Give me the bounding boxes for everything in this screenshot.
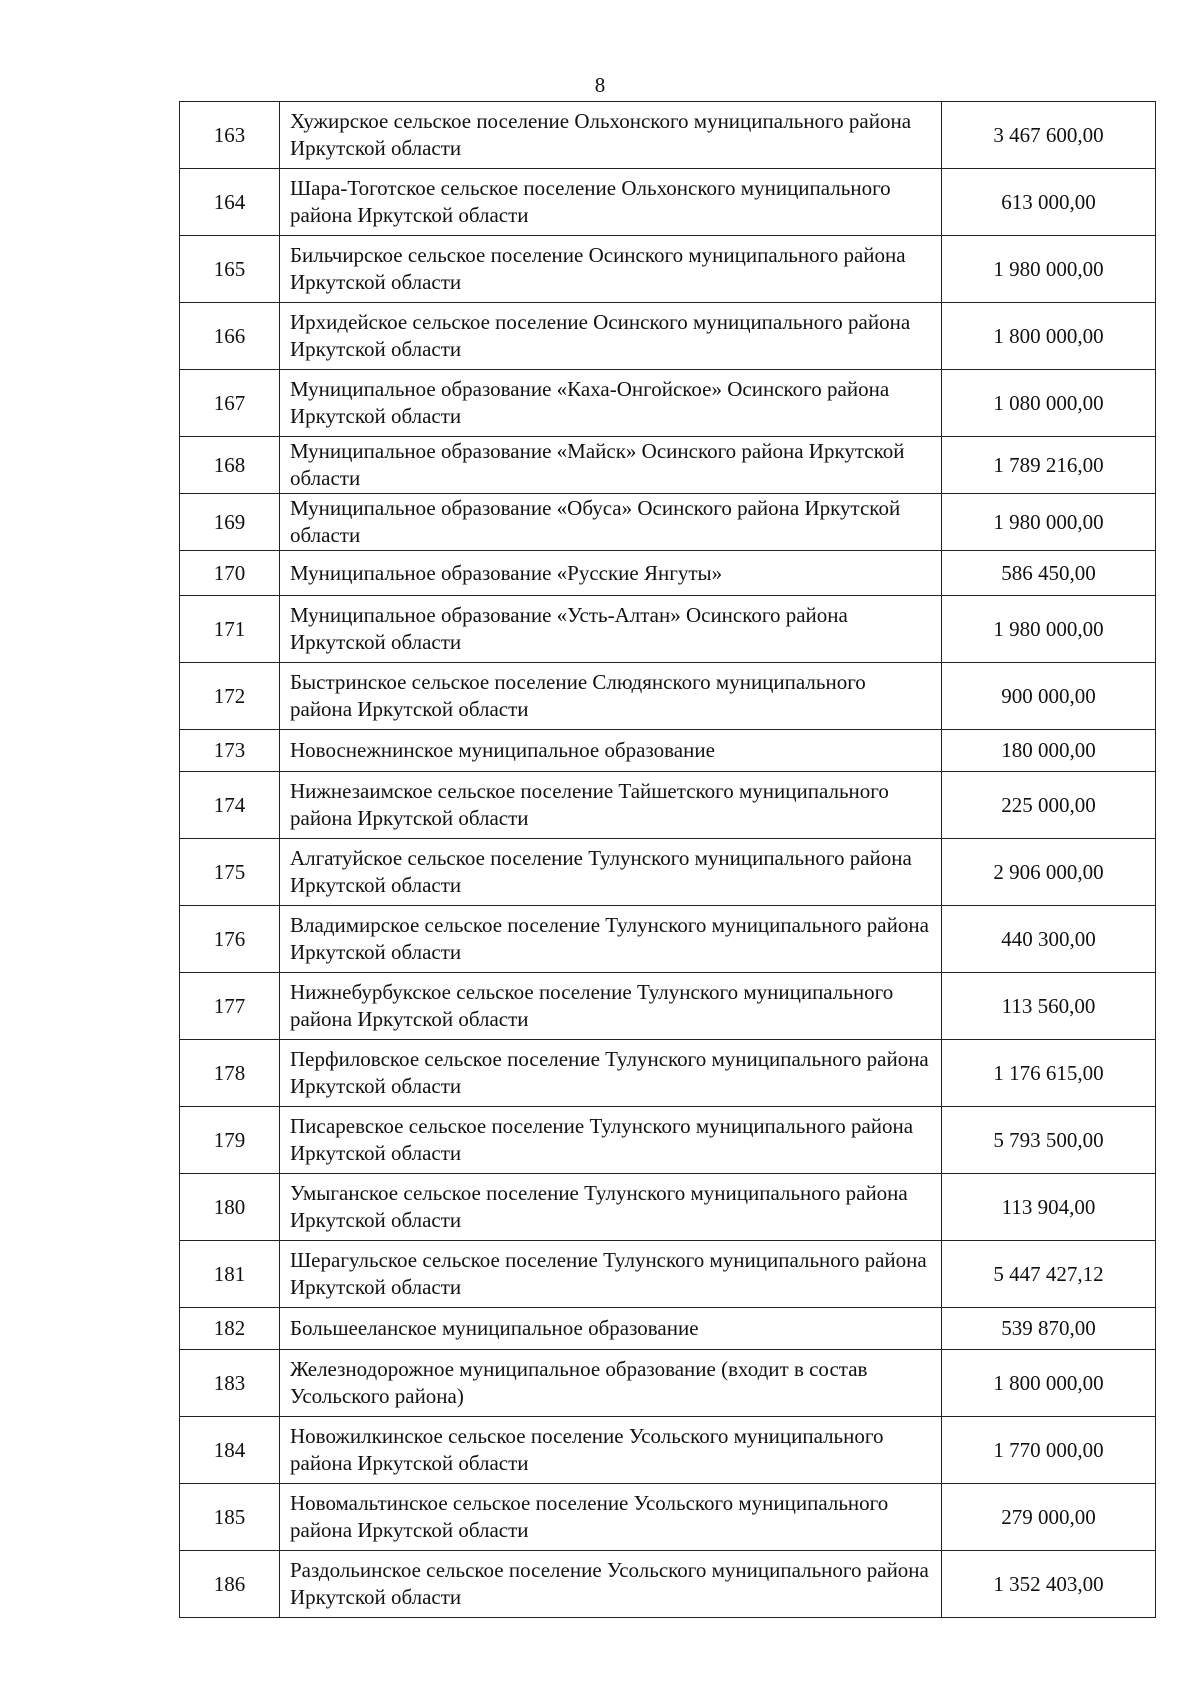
row-number: 171 (180, 596, 280, 663)
row-number: 184 (180, 1417, 280, 1484)
municipality-name: Нижнебурбукское сельское поселение Тулунского муниципального района Иркутской области (280, 973, 942, 1040)
amount-value: 3 467 600,00 (942, 102, 1156, 169)
table-row (180, 1174, 1156, 1241)
municipality-name: Перфиловское сельское поселение Тулунского муниципального района Иркутской области (280, 1040, 942, 1107)
table-row (180, 1107, 1156, 1174)
municipality-name: Алгатуйское сельское поселение Тулунского муниципального района Иркутской области (280, 839, 942, 906)
amount-value: 1 176 615,00 (942, 1040, 1156, 1107)
table-row (180, 437, 1156, 494)
table-row (180, 102, 1156, 169)
municipality-name: Новожилкинское сельское поселение Усольского муниципального района Иркутской области (280, 1417, 942, 1484)
amount-value: 1 080 000,00 (942, 370, 1156, 437)
row-number: 182 (180, 1308, 280, 1350)
table-row (180, 1417, 1156, 1484)
row-number: 166 (180, 303, 280, 370)
table-row (180, 169, 1156, 236)
municipality-name: Муниципальное образование «Усть-Алтан» Осинского района Иркутской области (280, 596, 942, 663)
table-row (180, 303, 1156, 370)
table-row (180, 839, 1156, 906)
municipality-name: Большееланское муниципальное образование (280, 1308, 942, 1350)
table-row (180, 1551, 1156, 1618)
municipality-table (179, 101, 1156, 1618)
row-number: 163 (180, 102, 280, 169)
table-body (180, 102, 1156, 1618)
municipality-name: Бильчирское сельское поселение Осинского муниципального района Иркутской области (280, 236, 942, 303)
amount-value: 1 352 403,00 (942, 1551, 1156, 1618)
municipality-name: Муниципальное образование «Русские Янгуты» (280, 551, 942, 596)
row-number: 173 (180, 730, 280, 772)
row-number: 175 (180, 839, 280, 906)
municipality-name: Нижнезаимское сельское поселение Тайшетского муниципального района Иркутской области (280, 772, 942, 839)
amount-value: 1 800 000,00 (942, 303, 1156, 370)
row-number: 180 (180, 1174, 280, 1241)
row-number: 176 (180, 906, 280, 973)
table-row (180, 663, 1156, 730)
page-number: 8 (594, 73, 606, 97)
row-number: 165 (180, 236, 280, 303)
table-row (180, 370, 1156, 437)
amount-value: 2 906 000,00 (942, 839, 1156, 906)
municipality-name: Хужирское сельское поселение Ольхонского муниципального района Иркутской области (280, 102, 942, 169)
row-number: 185 (180, 1484, 280, 1551)
table-row (180, 1308, 1156, 1350)
row-number: 167 (180, 370, 280, 437)
amount-value: 180 000,00 (942, 730, 1156, 772)
municipality-name: Новомальтинское сельское поселение Усольского муниципального района Иркутской области (280, 1484, 942, 1551)
table-row (180, 494, 1156, 551)
municipality-name: Писаревское сельское поселение Тулунского муниципального района Иркутской области (280, 1107, 942, 1174)
row-number: 170 (180, 551, 280, 596)
row-number: 177 (180, 973, 280, 1040)
table-row (180, 1484, 1156, 1551)
amount-value: 1 980 000,00 (942, 236, 1156, 303)
row-number: 164 (180, 169, 280, 236)
row-number: 169 (180, 494, 280, 551)
amount-value: 586 450,00 (942, 551, 1156, 596)
amount-value: 113 560,00 (942, 973, 1156, 1040)
row-number: 168 (180, 437, 280, 494)
amount-value: 5 447 427,12 (942, 1241, 1156, 1308)
municipality-name: Ирхидейское сельское поселение Осинского муниципального района Иркутской области (280, 303, 942, 370)
amount-value: 279 000,00 (942, 1484, 1156, 1551)
amount-value: 225 000,00 (942, 772, 1156, 839)
table-row (180, 906, 1156, 973)
amount-value: 113 904,00 (942, 1174, 1156, 1241)
municipality-name: Шара-Тоготское сельское поселение Ольхонского муниципального района Иркутской области (280, 169, 942, 236)
amount-value: 1 980 000,00 (942, 596, 1156, 663)
municipality-name: Быстринское сельское поселение Слюдянского муниципального района Иркутской области (280, 663, 942, 730)
table-row (180, 973, 1156, 1040)
municipality-name: Раздольинское сельское поселение Усольского муниципального района Иркутской области (280, 1551, 942, 1618)
row-number: 172 (180, 663, 280, 730)
municipality-name: Новоснежнинское муниципальное образование (280, 730, 942, 772)
row-number: 183 (180, 1350, 280, 1417)
amount-value: 5 793 500,00 (942, 1107, 1156, 1174)
municipality-name: Шерагульское сельское поселение Тулунского муниципального района Иркутской области (280, 1241, 942, 1308)
amount-value: 1 770 000,00 (942, 1417, 1156, 1484)
municipality-name: Железнодорожное муниципальное образование (входит в состав Усольского района) (280, 1350, 942, 1417)
municipality-name: Умыганское сельское поселение Тулунского муниципального района Иркутской области (280, 1174, 942, 1241)
table-row (180, 730, 1156, 772)
row-number: 181 (180, 1241, 280, 1308)
municipality-name: Муниципальное образование «Майск» Осинского района Иркутской области (280, 437, 942, 494)
table-row (180, 1350, 1156, 1417)
row-number: 178 (180, 1040, 280, 1107)
amount-value: 539 870,00 (942, 1308, 1156, 1350)
table-row (180, 551, 1156, 596)
municipality-name: Муниципальное образование «Обуса» Осинского района Иркутской области (280, 494, 942, 551)
amount-value: 1 980 000,00 (942, 494, 1156, 551)
table-row (180, 596, 1156, 663)
amount-value: 613 000,00 (942, 169, 1156, 236)
table-row (180, 1040, 1156, 1107)
table-row (180, 772, 1156, 839)
amount-value: 440 300,00 (942, 906, 1156, 973)
amount-value: 1 789 216,00 (942, 437, 1156, 494)
row-number: 186 (180, 1551, 280, 1618)
row-number: 174 (180, 772, 280, 839)
municipality-name: Муниципальное образование «Каха-Онгойское» Осинского района Иркутской области (280, 370, 942, 437)
row-number: 179 (180, 1107, 280, 1174)
municipality-name: Владимирское сельское поселение Тулунского муниципального района Иркутской области (280, 906, 942, 973)
amount-value: 900 000,00 (942, 663, 1156, 730)
amount-value: 1 800 000,00 (942, 1350, 1156, 1417)
table-row (180, 1241, 1156, 1308)
table-row (180, 236, 1156, 303)
